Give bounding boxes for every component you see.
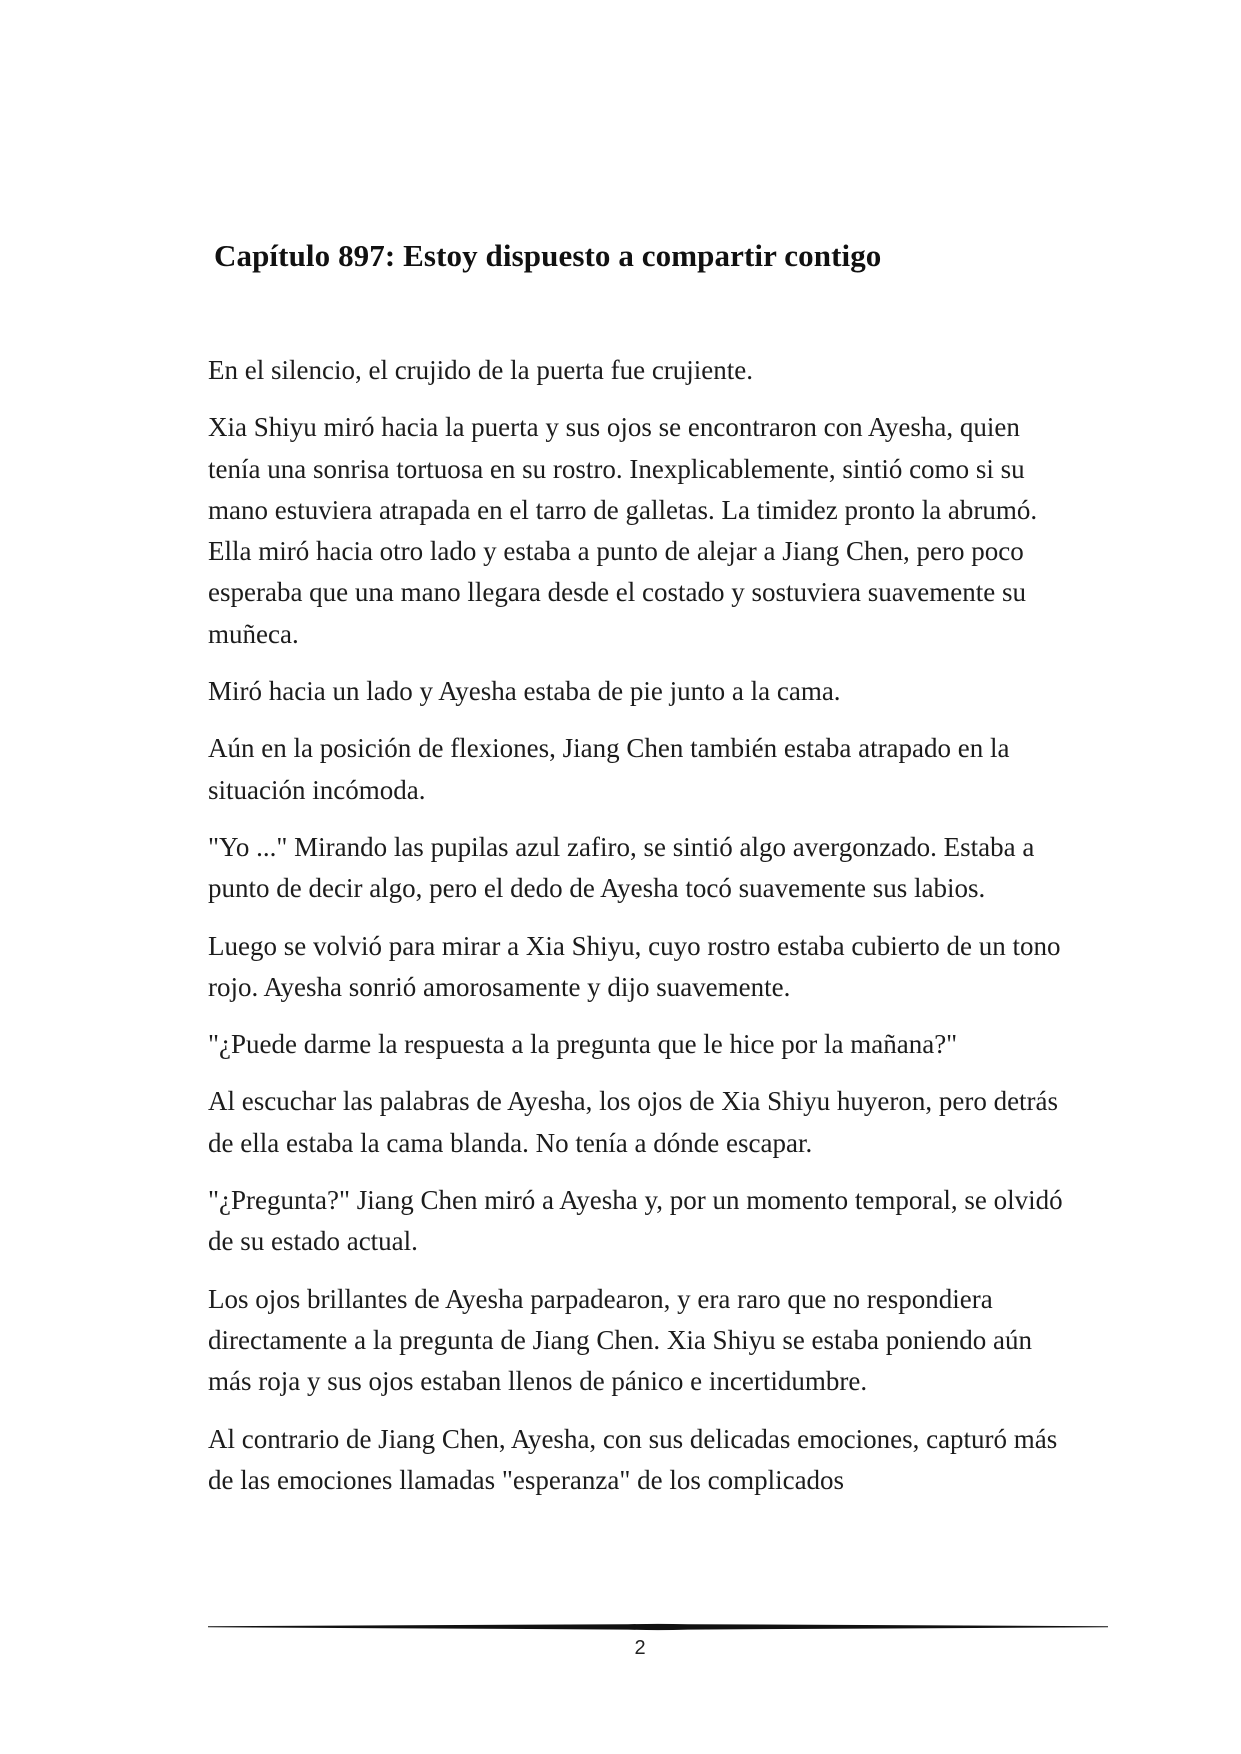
paragraph: En el silencio, el crujido de la puerta fue crujiente. <box>208 355 754 385</box>
paragraph: "Yo ..." Mirando las pupilas azul zafiro, se sintió algo avergonzado. Estaba a punto de decir algo, pero el dedo de Ayesha tocó suavemente sus labios. <box>208 831 1035 904</box>
paragraph: Aún en la posición de flexiones, Jiang Chen también estaba atrapado en la situación incómoda. <box>208 733 1010 805</box>
paragraph: Miró hacia un lado y Ayesha estaba de pie junto a la cama. <box>208 676 841 707</box>
paragraph: Al contrario de Jiang Chen, Ayesha, con sus delicadas emociones, capturó más de las emociones llamadas "esperanza" de los complicados <box>208 1423 1058 1495</box>
footer-divider <box>208 1621 1108 1633</box>
chapter-title: Capítulo 897: Estoy dispuesto a compartir contigo <box>214 238 882 273</box>
paragraph: Luego se volvió para mirar a Xia Shiyu, cuyo rostro estaba cubierto de un tono rojo. Ayesha sonrió amorosamente y dijo suavemente. <box>208 930 1061 1002</box>
paragraph: Al escuchar las palabras de Ayesha, los ojos de Xia Shiyu huyeron, pero detrás de ella estaba la cama blanda. No tenía a dónde escapar. <box>208 1086 1059 1158</box>
paragraph: Xia Shiyu miró hacia la puerta y sus ojos se encontraron con Ayesha, quien tenía una sonrisa tortuosa en su rostro. Inexplicablemente, sintió como si su mano estuviera atrapada en el tarro de galletas. La timidez pronto la abrumó. Ella miró hacia otro lado y estaba a punto de alejar a Jiang Chen, pero poco esperaba que una mano llegara desde el costado y sostuviera suavemente su muñeca. <box>208 412 1038 649</box>
chapter-body <box>208 350 1068 1517</box>
page-number: 2 <box>634 1637 646 1659</box>
paragraph: "¿Pregunta?" Jiang Chen miró a Ayesha y, por un momento temporal, se olvidó de su estado actual. <box>208 1185 1063 1257</box>
paragraph: Los ojos brillantes de Ayesha parpadearon, y era raro que no respondiera directamente a la pregunta de Jiang Chen. Xia Shiyu se estaba poniendo aún más roja y sus ojos estaban llenos de pánico e incertidumbre. <box>208 1283 1032 1397</box>
paragraph: "¿Puede darme la respuesta a la pregunta que le hice por la mañana?" <box>208 1029 958 1060</box>
